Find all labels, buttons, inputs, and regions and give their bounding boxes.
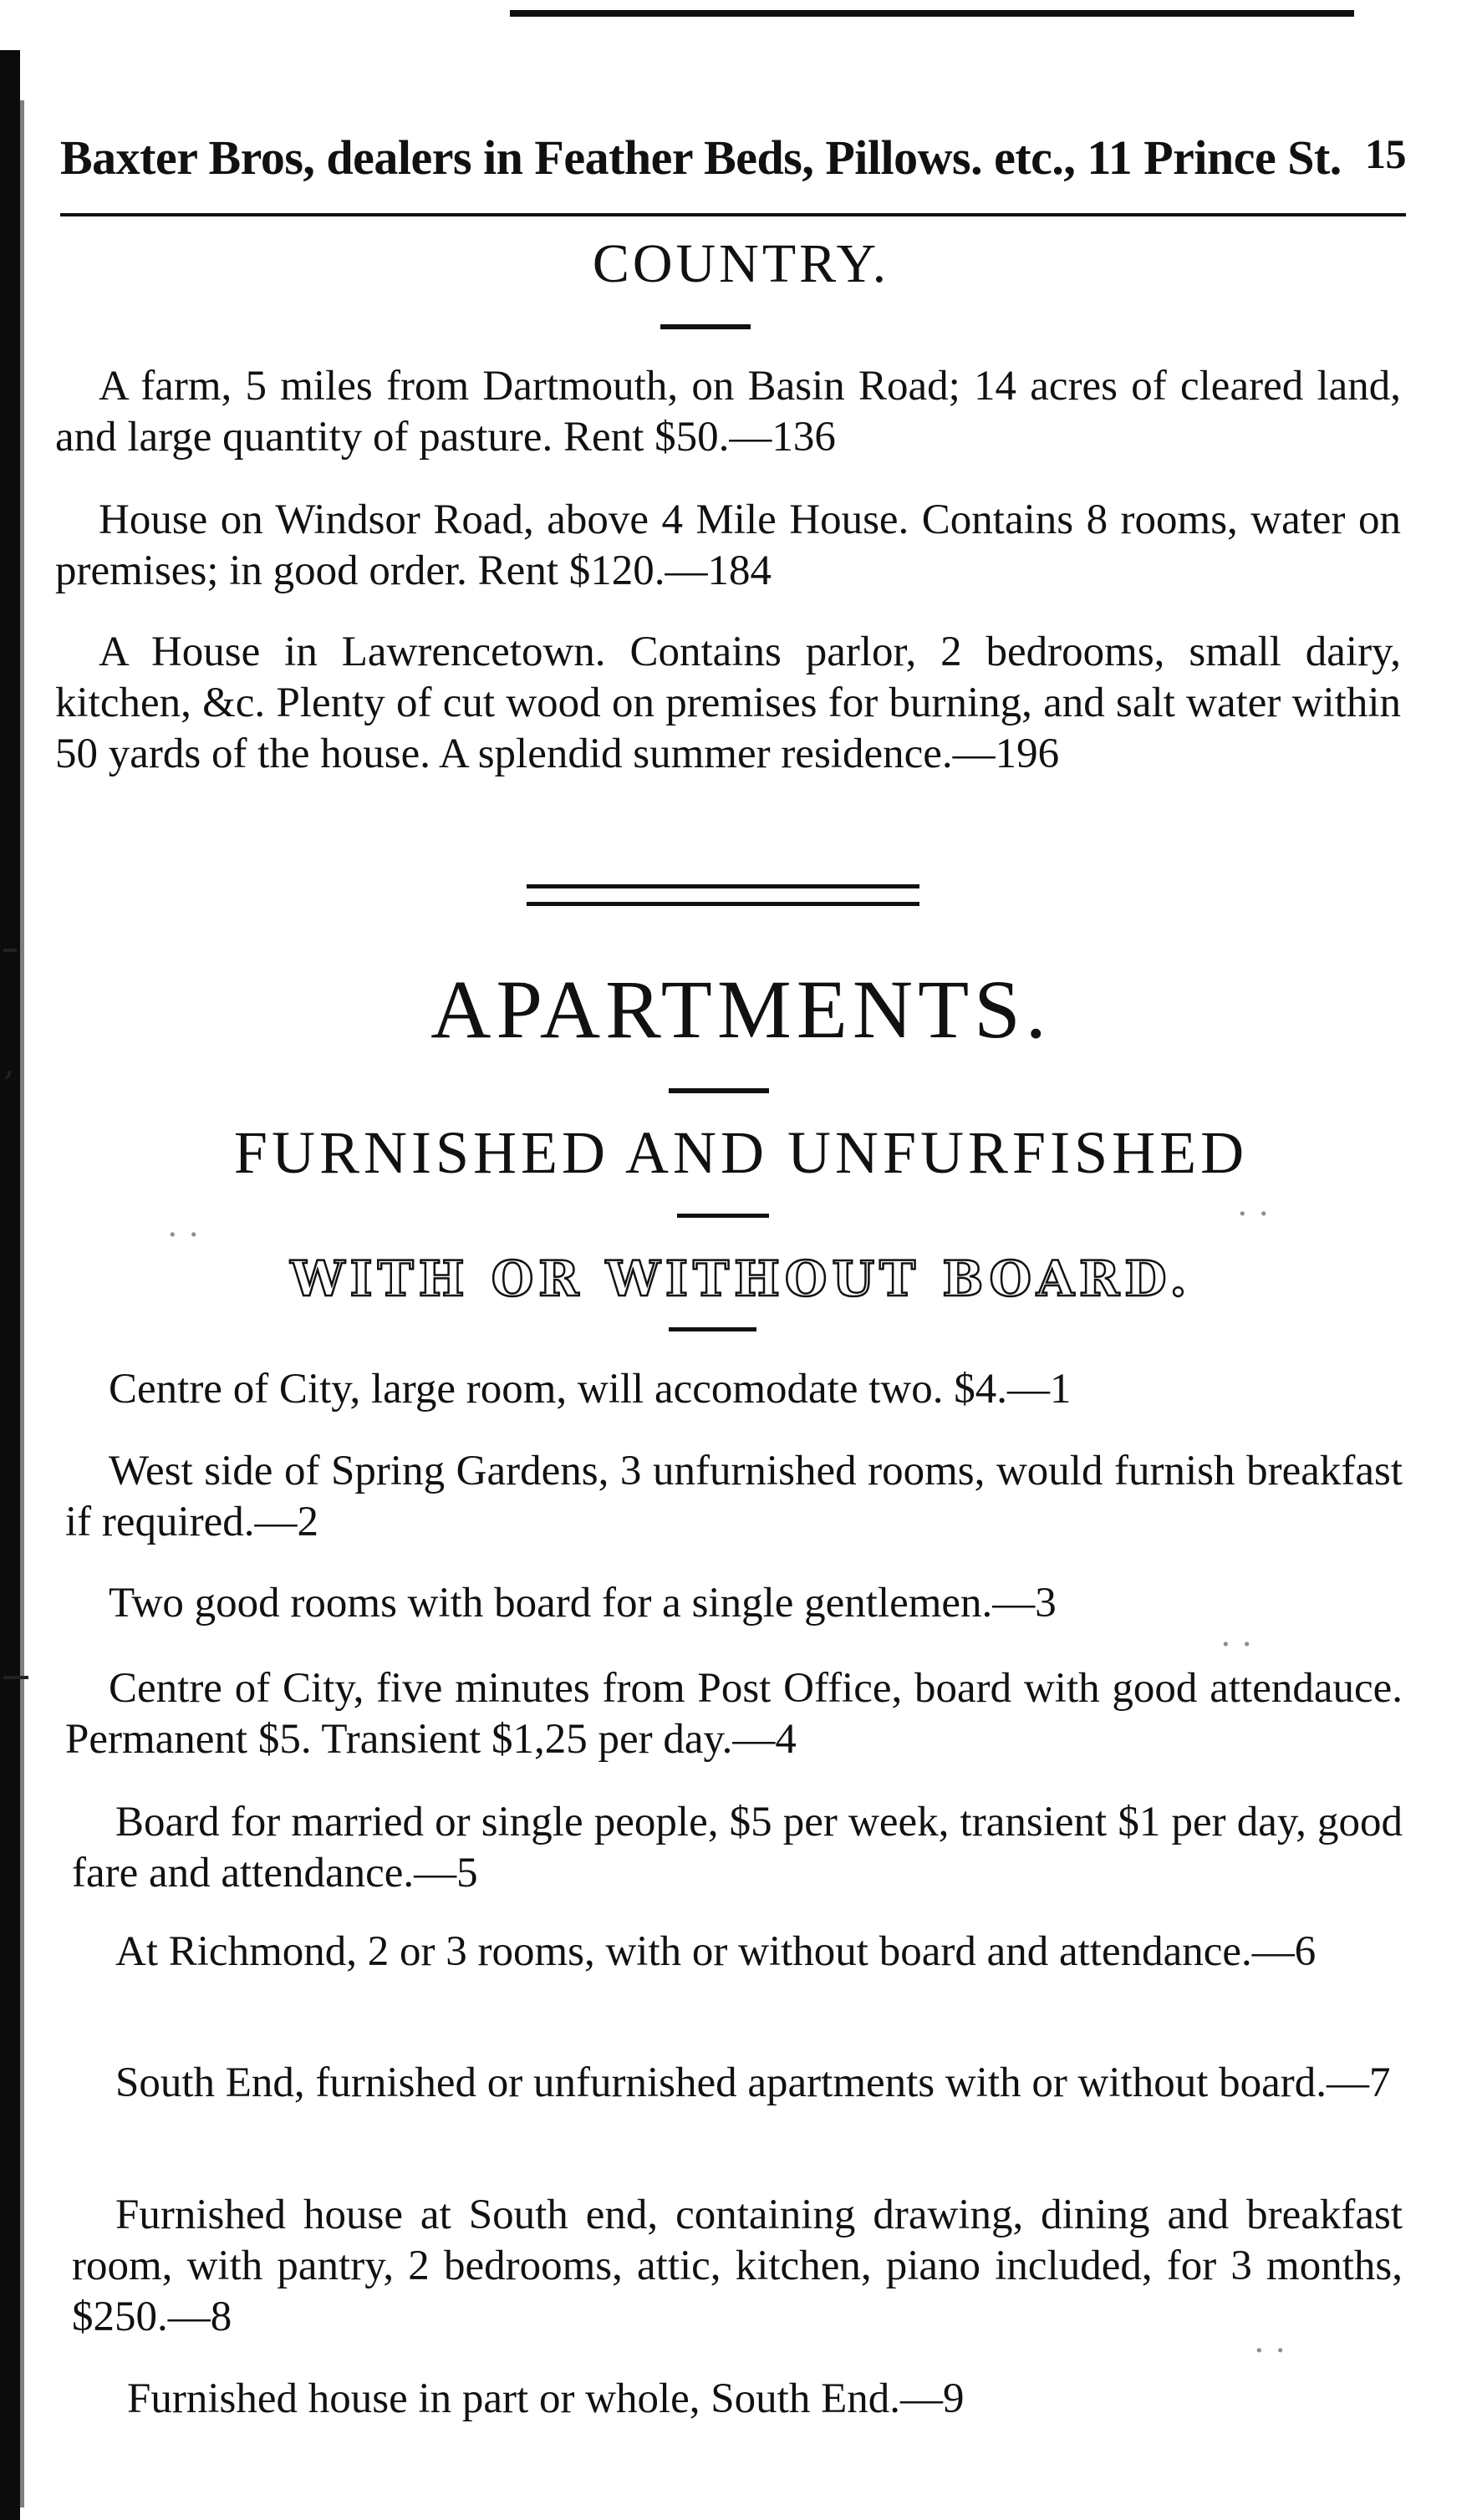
apartment-listing: At Richmond, 2 or 3 rooms, with or without board and attendance.—6 (115, 1928, 1316, 1975)
print-speck: · · (1254, 2332, 1286, 2370)
board-heading-rule (669, 1327, 756, 1331)
margin-mark: , (3, 1041, 15, 1084)
apartments-title-rule (669, 1088, 769, 1093)
country-title: COUNTRY. (592, 233, 890, 294)
section-divider (527, 884, 919, 906)
apartments-subtitle: FURNISHED AND UNFURFISHED (233, 1119, 1249, 1186)
margin-mark (3, 1676, 28, 1679)
country-listing: A House in Lawrencetown. Contains parlor, 2 bedrooms, small dairy, kitchen, &c. Plenty of cut wood on premises for burning, and salt water within 50 yards of the house. A splendid summer residence.—196 (55, 629, 1401, 777)
country-listing: A farm, 5 miles from Dartmouth, on Basin Road; 14 acres of cleared land, and large quantity of pasture. Rent $50.—136 (55, 363, 1401, 461)
print-speck: · · (1220, 1626, 1253, 1664)
apartment-listing: West side of Spring Gardens, 3 unfurnished rooms, would furnish breakfast if required.—2 (65, 1448, 1403, 1545)
apartments-title: APARTMENTS. (430, 963, 1052, 1056)
apartment-listing: Centre of City, large room, will accomodate two. $4.—1 (109, 1366, 1072, 1413)
board-heading: WITH OR WITHOUT BOARD. (290, 1250, 1192, 1307)
country-title-rule (660, 324, 751, 329)
header-rule (60, 213, 1406, 216)
apartment-listing: Furnished house at South end, containing drawing, dining and breakfast room, with pantry, 2 bedrooms, attic, kitchen, piano included, for 3 months, $250.—8 (72, 2192, 1403, 2340)
apartment-listing: South End, furnished or unfurnished apartments with or without board.—7 (115, 2059, 1391, 2106)
running-head-text: Baxter Bros, dealers in Feather Beds, Pillows. etc., 11 Prince St. (60, 130, 1342, 185)
print-speck: · · (167, 1216, 200, 1255)
apartment-listing: Centre of City, five minutes from Post Office, board with good attendauce. Permanent $5. Transient $1,25 per day.—4 (65, 1665, 1403, 1763)
margin-mark (3, 949, 17, 952)
country-listing: House on Windsor Road, above 4 Mile House. Contains 8 rooms, water on premises; in good order. Rent $120.—184 (55, 496, 1401, 594)
running-head (60, 130, 1406, 186)
print-speck: · · (1237, 1195, 1270, 1234)
page-number: 15 (1365, 130, 1406, 177)
apartments-subtitle-rule (677, 1214, 769, 1218)
apartment-listing: Furnished house in part or whole, South End.—9 (127, 2375, 965, 2422)
apartment-listing: Board for married or single people, $5 per week, transient $1 per day, good fare and attendance.—5 (72, 1799, 1403, 1896)
top-rule (510, 10, 1354, 17)
apartment-listing: Two good rooms with board for a single gentlemen.—3 (109, 1580, 1057, 1627)
